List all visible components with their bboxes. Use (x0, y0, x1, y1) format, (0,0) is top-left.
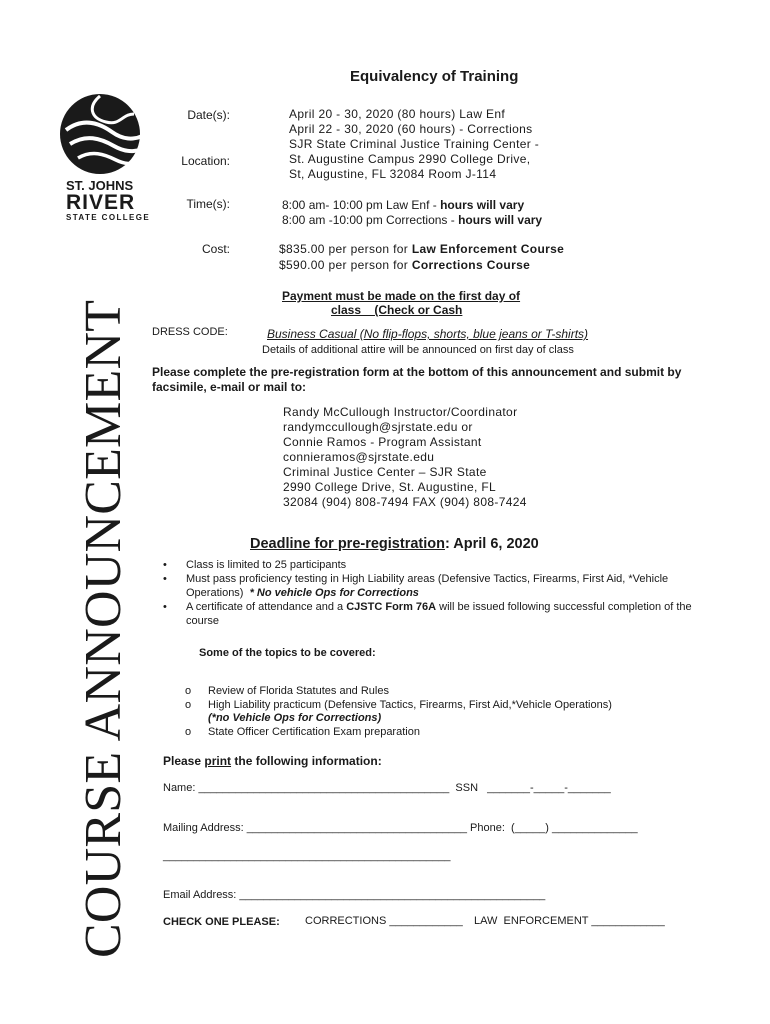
page-title: Equivalency of Training (350, 68, 519, 85)
location-line-1: SJR State Criminal Justice Training Center - (289, 137, 540, 151)
cost-line-1-bold: Law Enforcement Course (411, 242, 565, 256)
dress-code-note: Details of additional attire will be announced on first day of class (262, 344, 574, 356)
instructions-line-1: Please complete the pre-registration form at the bottom of this announcement and submit by (152, 365, 682, 379)
cost-line-2-bold: Corrections Course (411, 258, 531, 272)
contact-line-1: Randy McCullough Instructor/Coordinator (283, 405, 518, 419)
river-emblem-icon (60, 92, 155, 182)
logo-line-2: RIVER (66, 191, 136, 214)
email-field[interactable]: Email Address: __________________________________________________ (163, 889, 546, 901)
contact-line-7: 32084 (904) 808-7494 FAX (904) 808-7424 (283, 495, 527, 509)
topics-list (185, 685, 725, 739)
requirements-list (163, 558, 723, 628)
dress-code-value: Business Casual (No flip-flops, shorts, blue jeans or T-shirts) (267, 327, 589, 341)
topics-heading: Some of the topics to be covered: (199, 647, 376, 659)
cost-line-1 (279, 242, 564, 257)
dress-code-label: DRESS CODE: (152, 326, 228, 338)
law-enforcement-checkbox[interactable]: LAW ENFORCEMENT ____________ (474, 915, 665, 927)
corrections-checkbox[interactable]: CORRECTIONS ____________ (305, 915, 463, 927)
college-logo (60, 92, 155, 227)
payment-line-1: Payment must be made on the first day of (282, 289, 521, 303)
list-item: • Must pass proficiency testing in High Liability areas (Defensive Tactics, Firearms, First Aid, *Vehicle Operations) * No vehicle Ops for Corrections (163, 572, 723, 600)
contact-line-3: Connie Ramos - Program Assistant (283, 435, 482, 449)
dates-line-1: April 20 - 30, 2020 (80 hours) Law Enf (289, 107, 506, 121)
contact-line-6: 2990 College Drive, St. Augustine, FL (283, 480, 497, 494)
list-item: o State Officer Certification Exam preparation (185, 726, 725, 740)
location-line-2: St. Augustine Campus 2990 College Drive, (289, 152, 531, 166)
cost-label: Cost: (201, 242, 230, 256)
course-announcement-banner: COURSE ANNOUNCEMENT (75, 299, 132, 958)
deadline-date: : April 6, 2020 (444, 536, 539, 552)
list-item: o High Liability practicum (Defensive Tactics, Firearms, First Aid,*Vehicle Operations) (*no Vehicle Ops for Corrections) (185, 699, 725, 726)
contact-line-2: randymccullough@sjrstate.edu or (283, 420, 473, 434)
dates-label: Date(s): (187, 108, 230, 122)
times-line-2-text: 8:00 am -10:00 pm Corrections - (282, 213, 459, 227)
cost-line-2-text: $590.00 per person for (279, 258, 412, 272)
location-line-3: St, Augustine, FL 32084 Room J-114 (289, 167, 497, 181)
cost-line-2 (279, 258, 530, 273)
times-line-2-bold: hours will vary (458, 213, 543, 227)
contact-line-5: Criminal Justice Center – SJR State (283, 465, 487, 479)
list-item: o Review of Florida Statutes and Rules (185, 685, 725, 699)
instructions-line-2: facsimile, e-mail or mail to: (152, 380, 307, 394)
times-line-1-text: 8:00 am- 10:00 pm Law Enf - (282, 198, 441, 212)
times-line-1-bold: hours will vary (440, 198, 525, 212)
times-label: Time(s): (186, 197, 230, 211)
form-heading: Please print the following information: (163, 754, 382, 768)
contact-line-4: connieramos@sjrstate.edu (283, 450, 435, 464)
list-item: • Class is limited to 25 participants (163, 558, 723, 572)
times-line-2 (282, 213, 542, 228)
payment-line-2: class (Check or Cash (331, 303, 463, 317)
dates-line-2: April 22 - 30, 2020 (60 hours) - Corrections (289, 122, 533, 136)
logo-line-1: ST. JOHNS (66, 178, 134, 193)
times-line-1 (282, 198, 524, 213)
name-ssn-field[interactable]: Name: _________________________________________ SSN _______-_____-_______ (163, 782, 611, 794)
mailing-address-line-2[interactable]: _______________________________________________ (163, 850, 451, 862)
list-item: • A certificate of attendance and a CJSTC Form 76A will be issued following successful completion of the course (163, 600, 723, 628)
cost-line-1-text: $835.00 per person for (279, 242, 412, 256)
logo-line-3: STATE COLLEGE (66, 213, 151, 222)
mailing-phone-field[interactable]: Mailing Address: ____________________________________ Phone: (_____) ______________ (163, 822, 638, 834)
location-label: Location: (181, 154, 230, 168)
deadline-label: Deadline for pre-registration (250, 536, 445, 552)
contact-block (283, 405, 527, 510)
check-one-label: CHECK ONE PLEASE: (163, 916, 280, 928)
deadline-heading (250, 536, 539, 552)
